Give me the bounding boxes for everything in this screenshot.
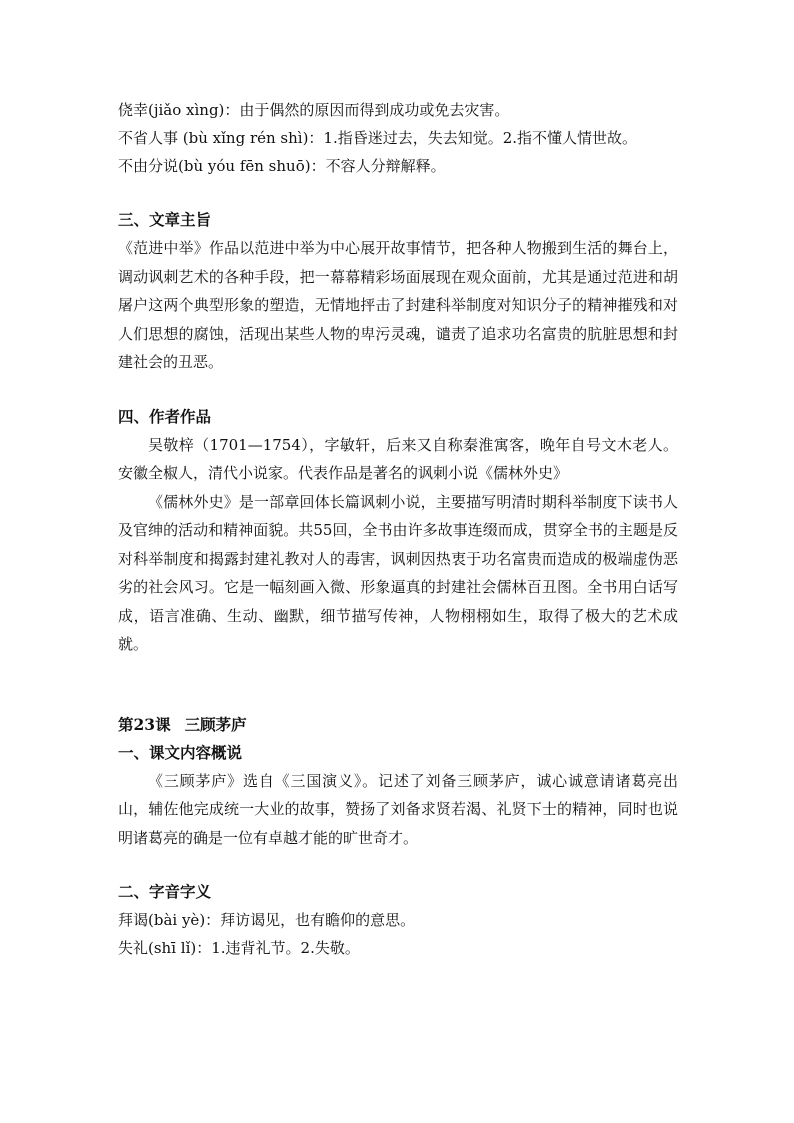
vocab-item: 拜谒(bài yè)：拜访谒见，也有瞻仰的意思。 — [118, 911, 416, 929]
lesson-number: 第23课 — [118, 714, 171, 734]
work-paragraph: 《儒林外史》是一部章回体长篇讽刺小说，主要描写明清时期科举制度下读书人及官绅的活动和精神面貌。共55回，全书由许多故事连缀而成，贯穿全书的主题是反对科举制度和揭露封建礼教对人的毒害，讽刺因热衷于功名富贵而造成的极端虚伪恶劣的社会风习。它是一幅刻画入微、形象逼真的封建社会儒林百丑图。全书用白话写成，语言准确、生动、幽默，细节描写传神，人物栩栩如生，取得了极大的艺术成就。 — [118, 492, 678, 653]
author-paragraph: 吴敬梓（1701—1754），字敏轩，后来又自称秦淮寓客，晚年自号文木老人。安徽全椒人，清代小说家。代表作品是著名的讽刺小说《儒林外史》 — [118, 435, 678, 482]
vocab-item: 不省人事 (bù xǐng rén shì)：1.指昏迷过去，失去知觉。2.指不懂人情世故。 — [118, 129, 638, 147]
lesson-name: 三顾茅庐 — [184, 714, 247, 734]
summary-paragraph: 《三顾茅庐》选自《三国演义》。记述了刘备三顾茅庐，诚心诚意请诸葛亮出山，辅佐他完成统一大业的故事，赞扬了刘备求贤若渴、礼贤下士的精神，同时也说明诸葛亮的确是一位有卓越才能的旷世奇才。 — [118, 771, 678, 847]
vocab-item: 不由分说(bù yóu fēn shuō)：不容人分辩解释。 — [118, 157, 446, 175]
theme-paragraph: 《范进中举》作品以范进中举为中心展开故事情节，把各种人物搬到生活的舞台上，调动讽刺艺术的各种手段，把一幕幕精彩场面展现在观众面前，尤其是通过范进和胡屠户这两个典型形象的塑造，无情地抨击了封建科举制度对知识分子的精神摧残和对人们思想的腐蚀，活现出某些人物的卑污灵魂，谴责了追求功名富贵的肮脏思想和封建社会的丑恶。 — [118, 239, 678, 371]
section-heading-author: 四、作者作品 — [118, 406, 212, 426]
vocab-item: 侥幸(jiǎo xìng)：由于偶然的原因而得到成功或免去灾害。 — [118, 101, 510, 119]
section-heading-summary: 一、课文内容概说 — [118, 742, 243, 762]
section-heading-theme: 三、文章主旨 — [118, 210, 212, 229]
document-page — [118, 96, 678, 962]
lesson-title — [118, 711, 678, 739]
section-heading-vocab: 二、字音字义 — [118, 882, 212, 901]
vocab-item: 失礼(shī lǐ)：1.违背礼节。2.失敬。 — [118, 939, 360, 957]
